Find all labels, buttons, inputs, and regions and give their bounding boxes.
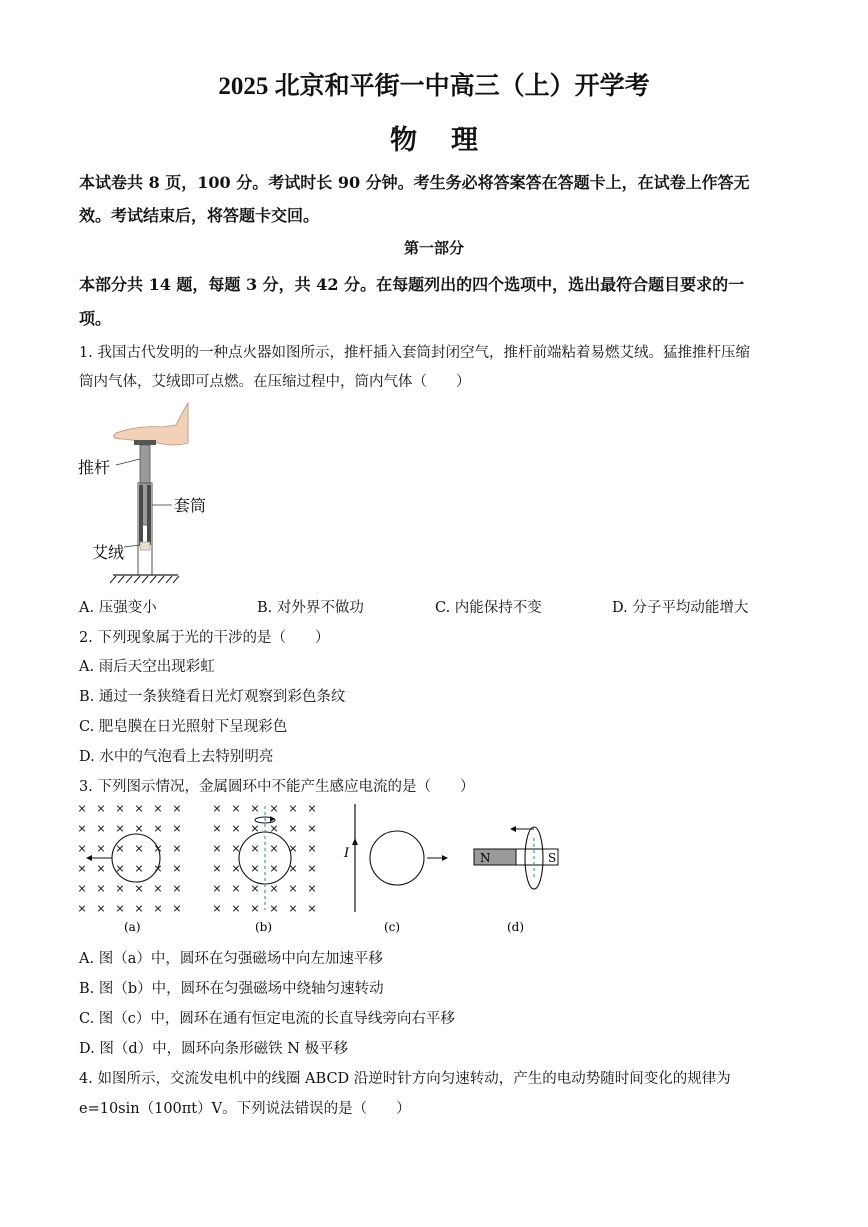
intro-line-1: 本试卷共 8 页，100 分。考试时长 90 分钟。考生务必将答案答在答题卡上，在试卷上作答无: [79, 173, 750, 192]
label-moxa: 艾绒: [92, 543, 125, 562]
field-cross-mark: ×: [115, 802, 125, 815]
field-cross-mark: ×: [250, 862, 260, 875]
field-cross-mark: ×: [250, 802, 260, 815]
q3-option-a[interactable]: A. 图（a）中，圆环在匀强磁场中向左加速平移: [79, 951, 383, 967]
field-cross-mark: ×: [212, 802, 222, 815]
field-cross-mark: ×: [172, 822, 182, 835]
field-cross-mark: ×: [212, 862, 222, 875]
field-cross-mark: ×: [172, 902, 182, 915]
field-cross-mark: ×: [134, 862, 144, 875]
field-cross-mark: ×: [96, 882, 106, 895]
figure-c-current-label: I: [344, 846, 350, 861]
field-cross-mark: ×: [288, 862, 298, 875]
field-cross-mark: ×: [269, 842, 279, 855]
field-cross-mark: ×: [172, 802, 182, 815]
field-cross-mark: ×: [96, 822, 106, 835]
field-cross-mark: ×: [134, 822, 144, 835]
figure-c-right-arrow: [442, 855, 448, 861]
field-cross-mark: ×: [250, 842, 260, 855]
q3-option-c[interactable]: C. 图（c）中，圆环在通有恒定电流的长直导线旁向右平移: [79, 1011, 455, 1027]
part-heading: 第一部分: [403, 239, 464, 257]
hand-icon: [114, 403, 188, 445]
figure-a-left-arrow: [86, 855, 92, 861]
field-cross-mark: ×: [115, 822, 125, 835]
field-cross-mark: ×: [172, 842, 182, 855]
q4-stem-line-2: e=10sin（100πt）V。下列说法错误的是（ ）: [79, 1101, 411, 1117]
field-cross-mark: ×: [307, 862, 317, 875]
figure-c-label: (c): [384, 920, 401, 934]
figure-d-left-arrow: [510, 826, 516, 832]
field-cross-mark: ×: [269, 902, 279, 915]
field-cross-mark: ×: [307, 802, 317, 815]
field-cross-mark: ×: [172, 882, 182, 895]
field-cross-mark: ×: [153, 902, 163, 915]
q3-option-d[interactable]: D. 图（d）中，圆环向条形磁铁 N 极平移: [79, 1041, 349, 1057]
figure-d-pole-n: N: [480, 851, 491, 865]
field-cross-mark: ×: [115, 842, 125, 855]
field-cross-mark: ×: [153, 802, 163, 815]
exam-title: 2025 北京和平街一中高三（上）开学考: [218, 73, 650, 100]
q3-option-b[interactable]: B. 图（b）中，圆环在匀强磁场中绕轴匀速转动: [79, 981, 384, 997]
field-cross-mark: ×: [96, 842, 106, 855]
field-cross-mark: ×: [231, 802, 241, 815]
field-cross-mark: ×: [212, 882, 222, 895]
field-cross-mark: ×: [134, 842, 144, 855]
part-desc-line-1: 本部分共 14 题，每题 3 分，共 42 分。在每题列出的四个选项中，选出最符合题目要求的一: [79, 275, 745, 294]
field-cross-mark: ×: [77, 842, 87, 855]
field-cross-mark: ×: [269, 882, 279, 895]
field-cross-mark: ×: [269, 822, 279, 835]
field-cross-mark: ×: [77, 862, 87, 875]
q4-stem-line-1: 4. 如图所示，交流发电机中的线圈 ABCD 沿逆时针方向匀速转动，产生的电动势随时间变化的规律为: [79, 1071, 731, 1087]
label-rod: 推杆: [78, 458, 111, 477]
field-cross-mark: ×: [231, 902, 241, 915]
figure-b-ring: [239, 832, 291, 884]
q2-option-c[interactable]: C. 肥皂膜在日光照射下呈现彩色: [79, 719, 288, 735]
q3-induction-figures: [72, 798, 572, 938]
field-cross-mark: ×: [96, 902, 106, 915]
field-cross-mark: ×: [250, 902, 260, 915]
field-cross-mark: ×: [269, 862, 279, 875]
field-cross-mark: ×: [288, 902, 298, 915]
field-cross-mark: ×: [212, 842, 222, 855]
intro-line-2: 效。考试结束后，将答题卡交回。: [79, 206, 320, 225]
q2-option-a[interactable]: A. 雨后天空出现彩虹: [79, 659, 215, 675]
figure-c-ring: [370, 831, 424, 885]
field-cross-mark: ×: [307, 842, 317, 855]
moxa: [140, 542, 150, 550]
field-cross-mark: ×: [77, 822, 87, 835]
field-cross-mark: ×: [212, 902, 222, 915]
field-cross-mark: ×: [231, 882, 241, 895]
field-cross-mark: ×: [288, 882, 298, 895]
q1-option-a[interactable]: A. 压强变小: [79, 600, 157, 616]
q1-fire-piston-figure: [78, 395, 208, 590]
q1-option-b[interactable]: B. 对外界不做功: [257, 600, 364, 616]
part-desc-line-2: 项。: [79, 309, 112, 328]
q1-option-d[interactable]: D. 分子平均动能增大: [612, 600, 749, 616]
field-cross-mark: ×: [153, 822, 163, 835]
field-cross-mark: ×: [77, 802, 87, 815]
field-cross-mark: ×: [307, 902, 317, 915]
field-cross-mark: ×: [134, 802, 144, 815]
field-cross-mark: ×: [77, 902, 87, 915]
q1-stem-line-2: 筒内气体，艾绒即可点燃。在压缩过程中，筒内气体（ ）: [79, 374, 471, 390]
q2-stem: 2. 下列现象属于光的干涉的是（ ）: [79, 630, 330, 646]
field-cross-mark: ×: [250, 822, 260, 835]
field-cross-mark: ×: [288, 842, 298, 855]
figure-b-label: (b): [255, 920, 273, 934]
field-cross-mark: ×: [250, 882, 260, 895]
field-cross-mark: ×: [288, 802, 298, 815]
field-cross-mark: ×: [172, 862, 182, 875]
label-sleeve: 套筒: [174, 496, 207, 515]
field-cross-mark: ×: [153, 842, 163, 855]
field-cross-mark: ×: [307, 822, 317, 835]
field-cross-mark: ×: [115, 902, 125, 915]
field-cross-mark: ×: [212, 822, 222, 835]
q2-option-d[interactable]: D. 水中的气泡看上去特别明亮: [79, 749, 274, 765]
field-cross-mark: ×: [96, 802, 106, 815]
q1-option-c[interactable]: C. 内能保持不变: [435, 600, 542, 616]
field-cross-mark: ×: [307, 882, 317, 895]
field-cross-mark: ×: [231, 842, 241, 855]
rod-cap: [134, 440, 156, 445]
field-cross-mark: ×: [77, 882, 87, 895]
figure-a-label: (a): [124, 920, 141, 934]
field-cross-mark: ×: [134, 882, 144, 895]
field-cross-mark: ×: [134, 902, 144, 915]
field-cross-mark: ×: [153, 882, 163, 895]
field-cross-mark: ×: [269, 802, 279, 815]
field-cross-mark: ×: [96, 862, 106, 875]
field-cross-mark: ×: [115, 862, 125, 875]
q1-stem-line-1: 1. 我国古代发明的一种点火器如图所示，推杆插入套筒封闭空气，推杆前端粘着易燃艾绒。猛推推杆压缩: [79, 345, 750, 361]
figure-d-label: (d): [507, 920, 525, 934]
field-cross-mark: ×: [115, 882, 125, 895]
q2-option-b[interactable]: B. 通过一条狭缝看日光灯观察到彩色条纹: [79, 689, 346, 705]
figure-d-pole-s: S: [548, 851, 557, 865]
q3-stem: 3. 下列图示情况，金属圆环中不能产生感应电流的是（ ）: [79, 779, 475, 795]
field-cross-mark: ×: [288, 822, 298, 835]
field-cross-mark: ×: [231, 822, 241, 835]
field-cross-mark: ×: [231, 862, 241, 875]
field-cross-mark: ×: [153, 862, 163, 875]
subject-title: 物理: [390, 125, 512, 156]
